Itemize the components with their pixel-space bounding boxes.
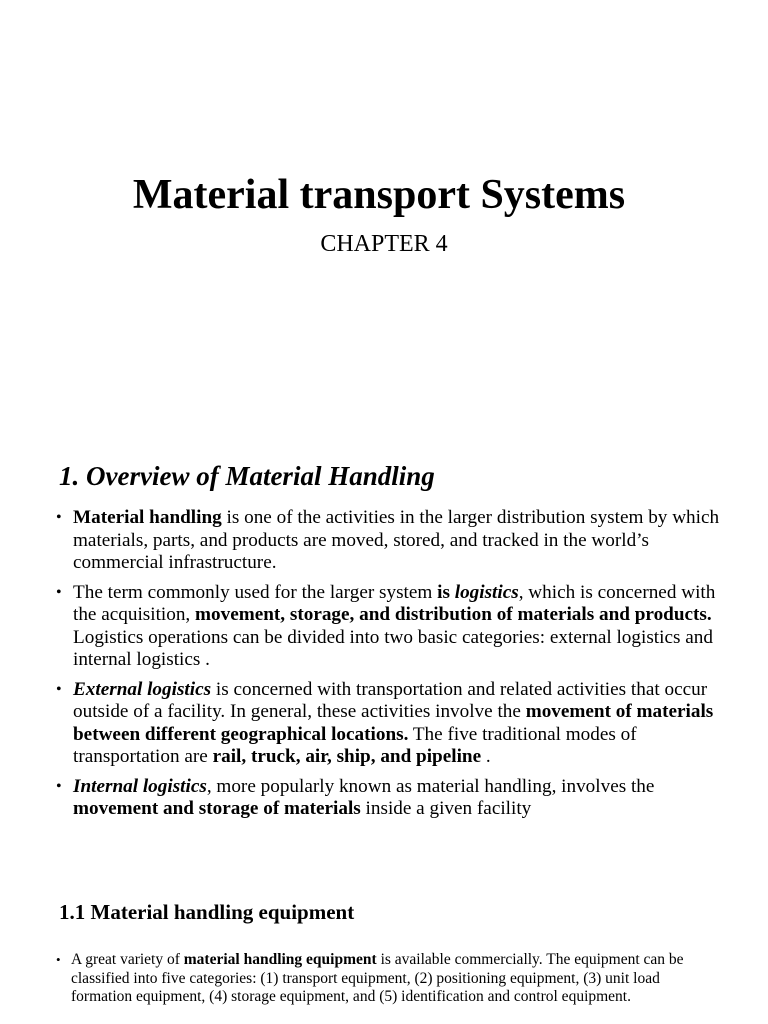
bullet-text xyxy=(73,507,719,573)
bullet-icon: • xyxy=(56,680,62,698)
bullet-icon: • xyxy=(56,777,62,795)
text-run: movement, storage, and distribution of materials and products. xyxy=(195,604,712,625)
bullet-icon: • xyxy=(56,509,62,526)
text-run: is available commercially. The equipment can be classified into five categories: (1) transport equipment, (2) positioning equipment, (3) unit load formation equipment, (4) storage equipment, and (5) identification and control equipment. xyxy=(71,951,684,1005)
section-heading: 1. Overview of Material Handling xyxy=(59,461,435,491)
text-run: The term commonly used for the larger system xyxy=(73,581,438,603)
text-run: inside a given facility xyxy=(360,798,532,819)
bullet-icon: • xyxy=(56,583,62,601)
text-run: , which is concerned with the acquisition, xyxy=(73,581,716,625)
text-run: movement of materials between different geographical locations. xyxy=(73,701,714,745)
text-run: is one of the activities in the larger distribution system by which materials, parts, and products are moved, stored, and tracked in the world’s commercial infrastructure. xyxy=(73,507,720,573)
text-run: , more popularly known as material handling, involves the xyxy=(206,775,655,797)
text-run: Internal logistics xyxy=(73,775,207,797)
bullet-item xyxy=(56,776,736,821)
text-run: logistics xyxy=(454,581,519,603)
text-run: is concerned with transportation and related activities that occur outside of a facility. In general, these activities involve the xyxy=(73,678,708,722)
page-title: Material transport Systems xyxy=(132,172,626,218)
text-run: The five traditional modes of transportation are xyxy=(73,723,637,767)
text-run: A great variety of xyxy=(71,951,184,968)
chapter-label: CHAPTER 4 xyxy=(320,231,448,257)
bullet-item xyxy=(56,582,736,672)
bullet-item xyxy=(56,679,736,769)
bullet-text xyxy=(73,776,654,820)
bullet-item xyxy=(56,507,736,575)
bullet-icon: • xyxy=(56,952,61,967)
equipment-bullet-list xyxy=(56,951,720,1007)
bullet-item xyxy=(56,951,720,1007)
subsection-heading: 1.1 Material handling equipment xyxy=(59,900,355,924)
text-run: material handling equipment xyxy=(183,951,377,968)
text-run: Material handling xyxy=(73,507,222,528)
text-run: rail, truck, air, ship, and pipeline xyxy=(212,746,482,767)
text-run: . xyxy=(481,746,491,767)
bullet-text xyxy=(73,679,713,768)
overview-bullet-list xyxy=(56,507,736,828)
bullet-text xyxy=(73,582,715,671)
text-run: is xyxy=(437,581,455,603)
text-run: Logistics operations can be divided into two basic categories: external logistics and internal logistics . xyxy=(73,626,713,670)
text-run: External logistics xyxy=(73,678,212,700)
text-run: movement and storage of materials xyxy=(73,798,361,819)
bullet-text xyxy=(71,951,684,1005)
